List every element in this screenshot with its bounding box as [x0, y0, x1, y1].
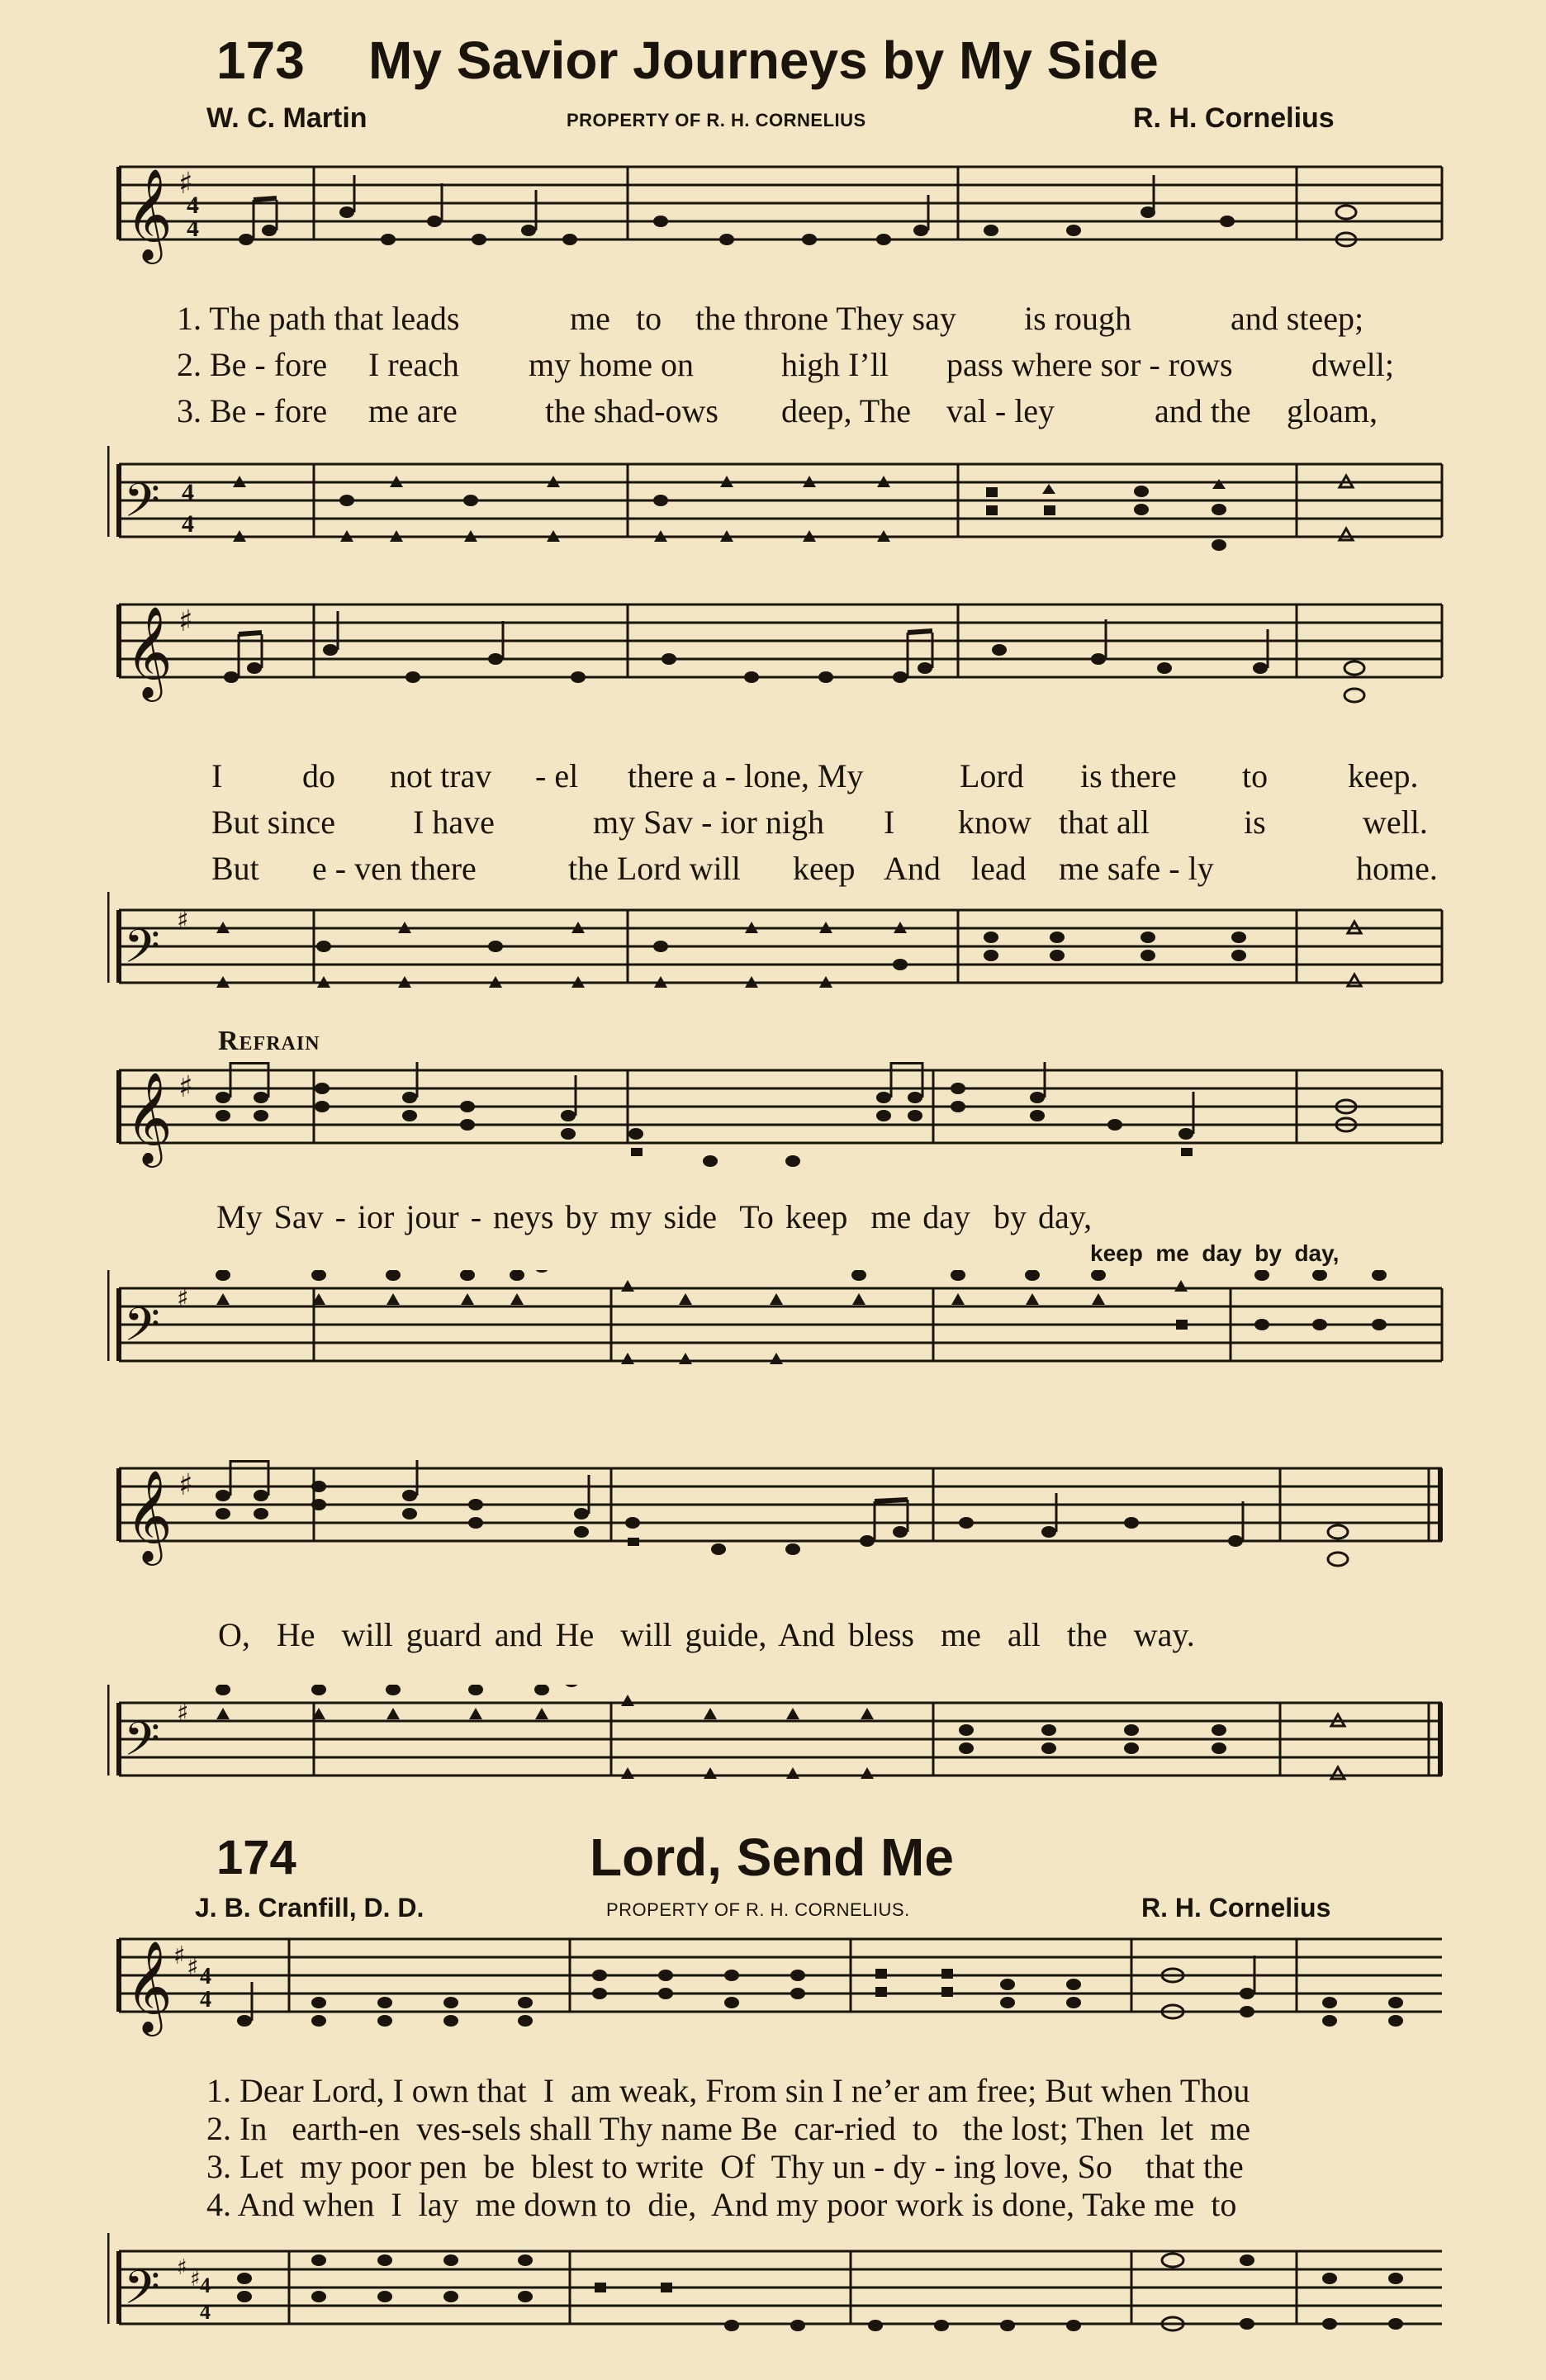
- lyric-word: And: [884, 850, 941, 887]
- svg-text:𝄞: 𝄞: [126, 1469, 173, 1562]
- lyric-line-v1: 1. The path that leads: [177, 300, 460, 337]
- lyric-word: know: [958, 804, 1031, 841]
- treble-staff: [107, 1460, 1445, 1576]
- svg-text:♯: ♯: [177, 1699, 189, 1728]
- lyric-word: and steep;: [1231, 300, 1364, 337]
- lyric-word: I reach: [368, 346, 459, 383]
- refrain-line: My Sav - ior jour - neys by my side To keep me day by day,: [216, 1198, 1093, 1235]
- lyric-word: I have: [413, 804, 495, 841]
- svg-text:4: 4: [200, 2273, 211, 2297]
- treble-staff-graphic: [107, 1460, 1445, 1576]
- lyric-line-v2: 2. Be - fore: [177, 346, 328, 383]
- music-credit: R. H. Cornelius: [1141, 1893, 1331, 1922]
- svg-text:4: 4: [182, 510, 194, 538]
- svg-text:♯: ♯: [178, 1468, 193, 1502]
- lyric-word: home.: [1356, 850, 1438, 887]
- treble-staff: [107, 159, 1445, 274]
- lyric-word: gloam,: [1287, 392, 1378, 429]
- lyric-line-v3: 3. Be - fore: [177, 392, 328, 429]
- lyric-word: to: [1242, 757, 1269, 794]
- lyric-word: I: [884, 804, 895, 841]
- lyric-word: Lord: [960, 757, 1024, 794]
- svg-text:𝄢: 𝄢: [124, 1298, 160, 1363]
- lyric-word: there a - lone, My: [628, 757, 864, 794]
- bass-staff-graphic: [107, 2233, 1445, 2349]
- lyric-word: dwell;: [1311, 346, 1394, 383]
- svg-text:♯: ♯: [177, 906, 189, 935]
- hymn-title: Lord, Send Me: [590, 1828, 954, 1887]
- svg-text:𝄞: 𝄞: [126, 605, 173, 698]
- svg-text:𝄞: 𝄞: [126, 1071, 173, 1164]
- lyric-line-v1: 1. Dear Lord, I own that I am weak, From sin I ne’er am free; But when Thou: [206, 2072, 1250, 2109]
- lyric-word: pass where sor - rows: [946, 346, 1233, 383]
- bass-staff-graphic: [107, 446, 1445, 562]
- lyric-word: keep: [793, 850, 856, 887]
- bass-staff: [107, 2233, 1445, 2349]
- hymn-title: My Savior Journeys by My Side: [368, 31, 1159, 90]
- lyric-word: to: [636, 300, 662, 337]
- refrain-echo: keep me day by day,: [1090, 1240, 1340, 1266]
- lyric-word: my home on: [529, 346, 694, 383]
- lyric-line-v4: 4. And when I lay me down to die, And my poor work is done, Take me to: [206, 2186, 1237, 2223]
- lyric-word: deep, The: [781, 392, 911, 429]
- treble-staff-graphic: [107, 1062, 1445, 1178]
- copyright-notice: PROPERTY OF R. H. CORNELIUS.: [606, 1899, 910, 1920]
- svg-text:𝄢: 𝄢: [124, 1713, 160, 1778]
- svg-text:♯: ♯: [177, 2255, 187, 2280]
- lyric-word: - el: [535, 757, 579, 794]
- bass-staff: [107, 892, 1445, 1007]
- svg-text:4: 4: [187, 215, 199, 242]
- svg-text:𝄞: 𝄞: [126, 1940, 173, 2032]
- treble-staff-graphic: [107, 159, 1445, 274]
- music-credit: R. H. Cornelius: [1133, 102, 1335, 134]
- lyric-word: I: [211, 757, 223, 794]
- words-credit: J. B. Cranfill, D. D.: [195, 1893, 424, 1922]
- treble-staff: [107, 1927, 1445, 2043]
- lyric-word: not trav: [390, 757, 492, 794]
- words-credit: W. C. Martin: [206, 102, 368, 134]
- svg-text:𝄞: 𝄞: [126, 168, 173, 260]
- treble-staff: [107, 1062, 1445, 1178]
- lyric-word: do: [302, 757, 335, 794]
- lyric-word: val - ley: [946, 392, 1055, 429]
- svg-text:4: 4: [200, 2300, 211, 2324]
- lyric-word: well.: [1363, 804, 1428, 841]
- lyric-line-v2: 2. In earth-en ves-sels shall Thy name Be car-ried to the lost; Then let me: [206, 2110, 1251, 2147]
- lyric-word: is rough: [1024, 300, 1131, 337]
- lyric-line-v3: 3. Let my poor pen be blest to write Of Thy un - dy - ing love, So that the: [206, 2148, 1244, 2185]
- lyric-word: high I’ll: [781, 346, 889, 383]
- bass-staff: [107, 446, 1445, 562]
- hymn-number: 173: [216, 31, 305, 90]
- svg-text:4: 4: [182, 479, 194, 506]
- lyric-word: But since: [211, 804, 335, 841]
- treble-staff-graphic: [107, 1927, 1445, 2043]
- lyric-word: keep.: [1348, 757, 1419, 794]
- lyric-word: me safe - ly: [1059, 850, 1214, 887]
- lyric-word: is there: [1080, 757, 1177, 794]
- bass-staff-graphic: [107, 892, 1445, 1007]
- lyric-word: the Lord will: [568, 850, 741, 887]
- bass-staff: [107, 1270, 1445, 1386]
- lyric-word: my Sav - ior nigh: [593, 804, 824, 841]
- svg-text:♯: ♯: [177, 1284, 189, 1313]
- refrain-label: Refrain: [218, 1026, 320, 1056]
- lyric-word: and the: [1155, 392, 1251, 429]
- lyric-word: me: [570, 300, 610, 337]
- svg-text:♯: ♯: [173, 1941, 186, 1970]
- svg-text:𝄢: 𝄢: [124, 920, 160, 985]
- lyric-word: is: [1244, 804, 1266, 841]
- svg-text:4: 4: [200, 1987, 211, 2013]
- svg-text:♯: ♯: [190, 2267, 201, 2292]
- svg-text:♯: ♯: [187, 1953, 199, 1982]
- svg-text:♯: ♯: [178, 167, 193, 201]
- svg-text:♯: ♯: [178, 1070, 193, 1104]
- lyric-word: e - ven there: [312, 850, 477, 887]
- lyric-word: But: [211, 850, 259, 887]
- svg-text:♯: ♯: [178, 604, 193, 638]
- lyric-word: lead: [971, 850, 1027, 887]
- bass-staff: [107, 1685, 1445, 1800]
- copyright-notice: PROPERTY OF R. H. CORNELIUS: [567, 110, 866, 130]
- refrain-line: O, He will guard and He will guide, And bless me all the way.: [218, 1616, 1195, 1653]
- lyric-word: the throne They say: [695, 300, 956, 337]
- lyric-word: me are: [368, 392, 458, 429]
- hymn-number: 174: [216, 1831, 296, 1885]
- bass-staff-graphic: [107, 1685, 1445, 1800]
- svg-text:𝄢: 𝄢: [124, 2261, 160, 2326]
- treble-staff: [107, 596, 1445, 712]
- treble-staff-graphic: [107, 596, 1445, 712]
- svg-text:𝄢: 𝄢: [124, 474, 160, 539]
- bass-staff-graphic: [107, 1270, 1445, 1386]
- lyric-word: that all: [1059, 804, 1150, 841]
- svg-text:4: 4: [200, 1964, 211, 1989]
- lyric-word: the shad-ows: [545, 392, 718, 429]
- svg-text:4: 4: [187, 192, 199, 219]
